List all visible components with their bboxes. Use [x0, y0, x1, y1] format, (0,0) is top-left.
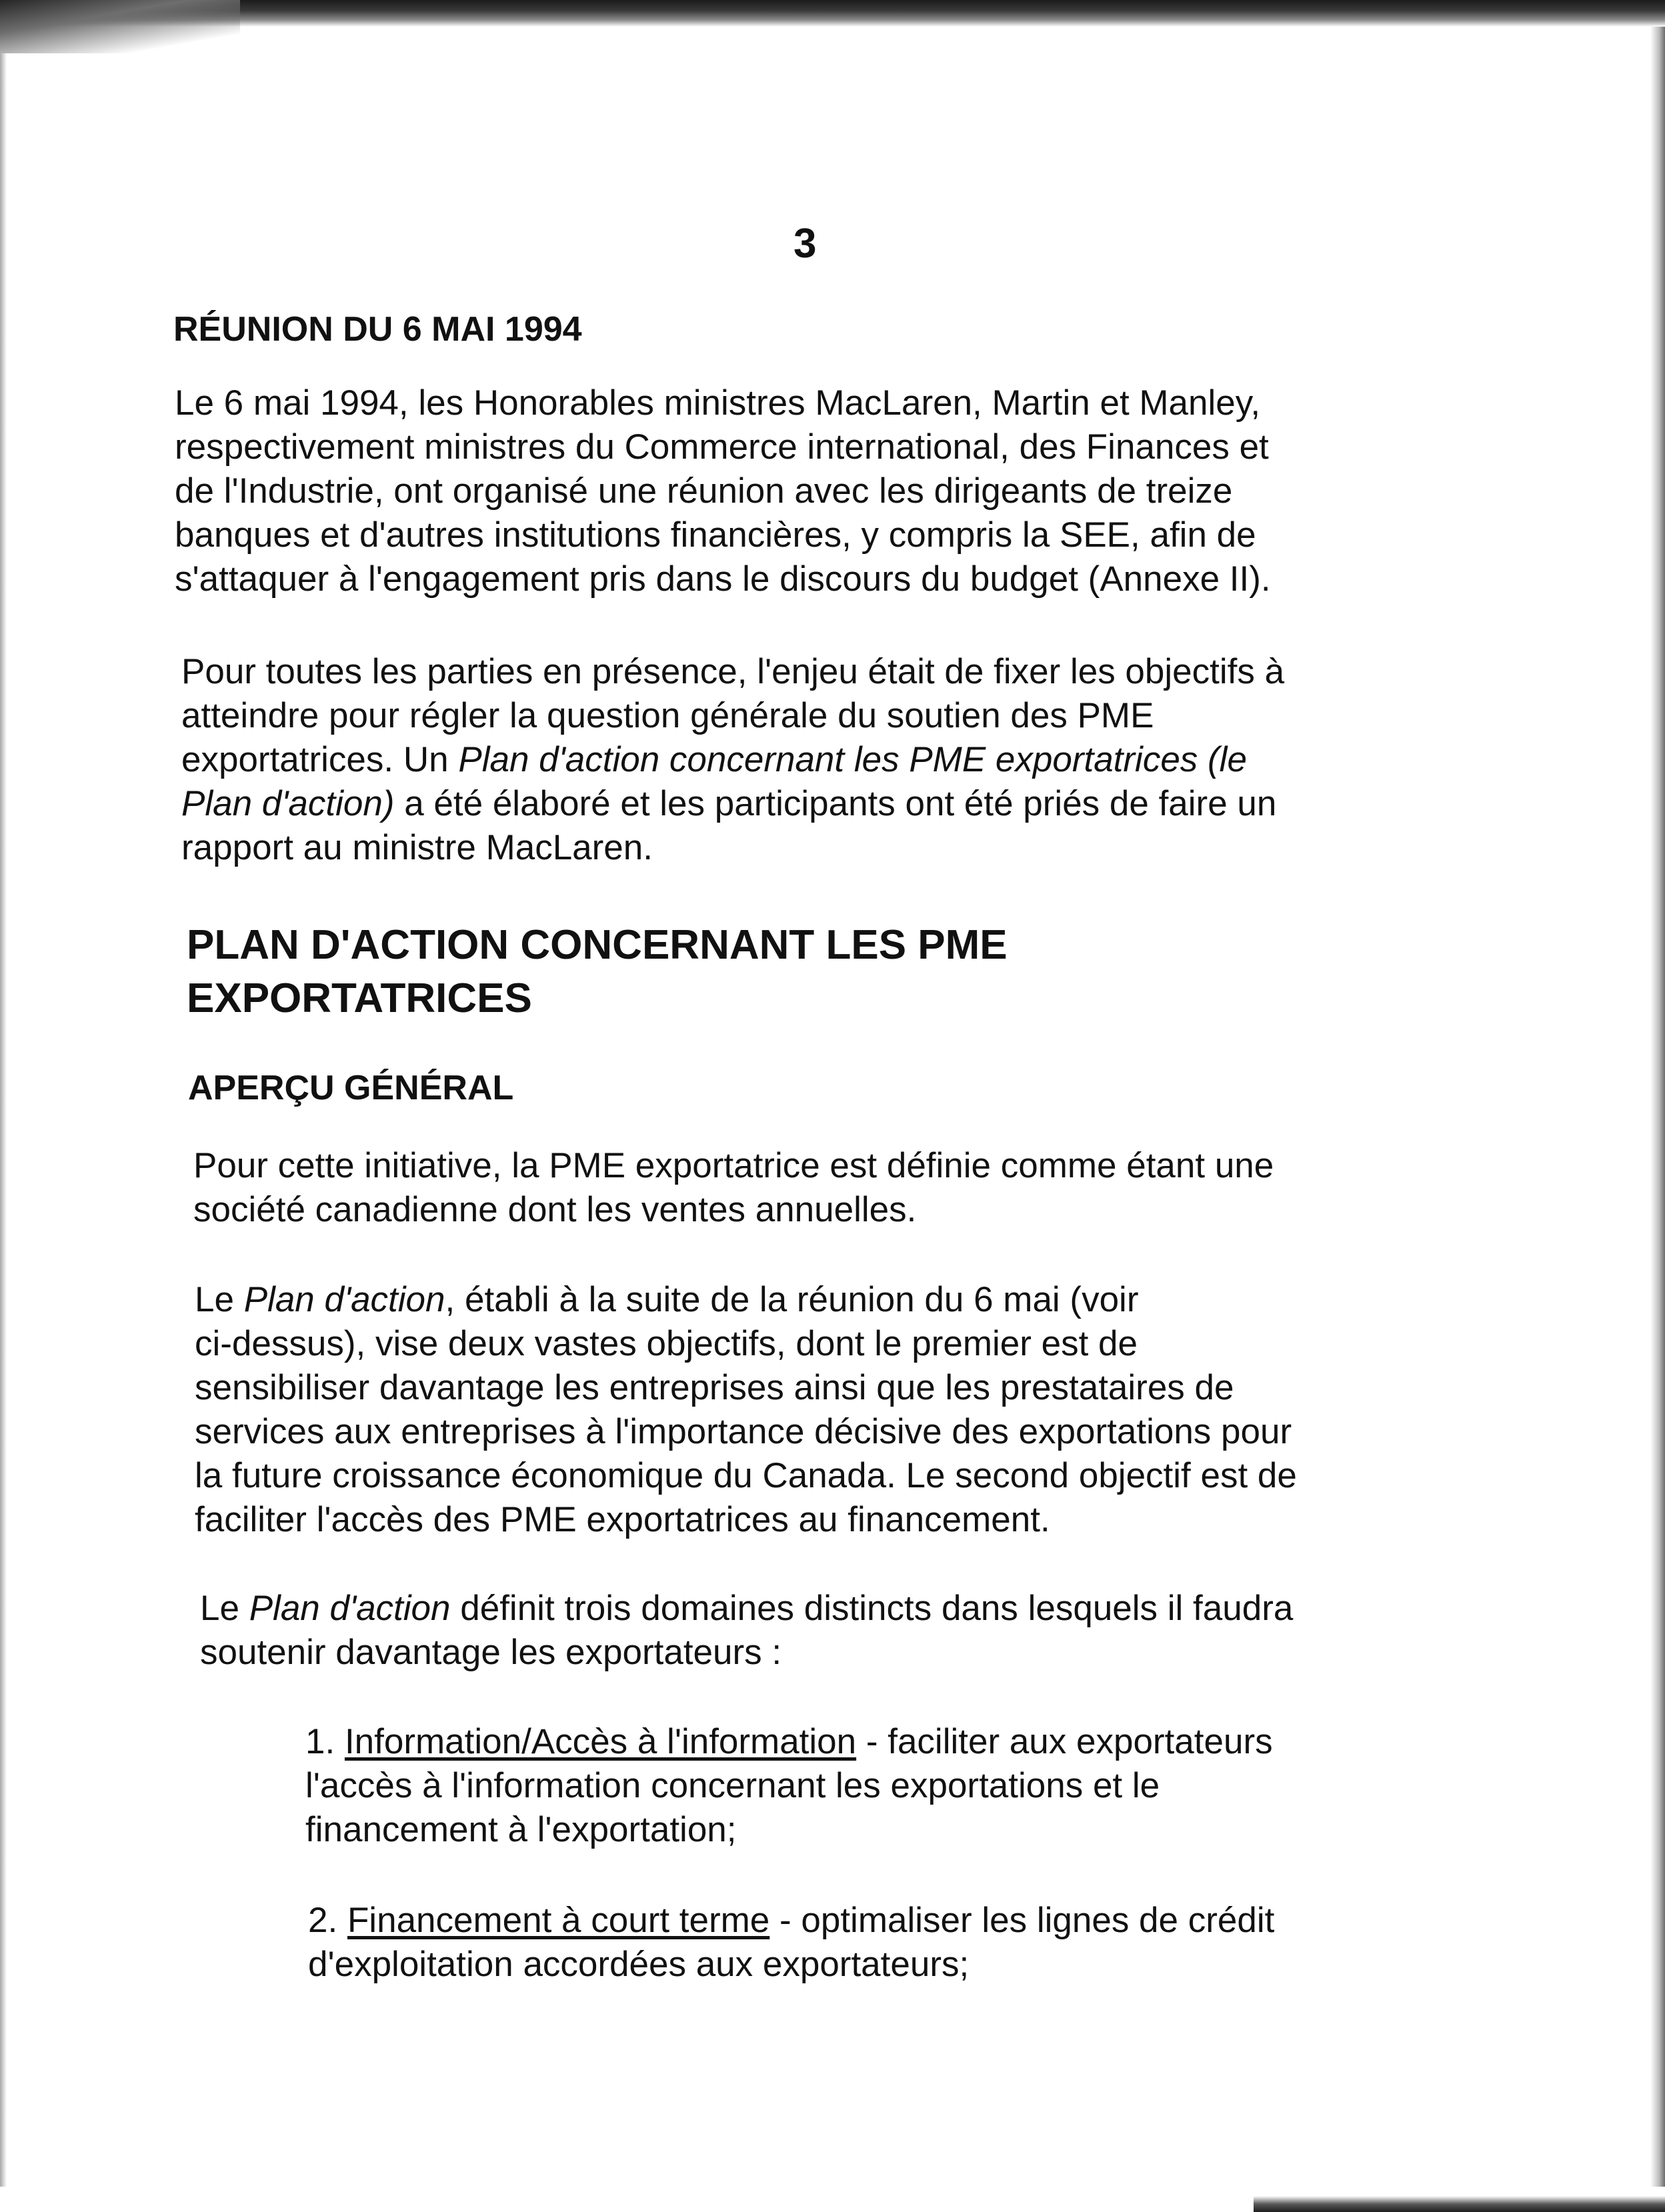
text-line: s'attaquer à l'engagement pris dans le discours du budget (Annexe II). — [175, 559, 1271, 599]
item-title: Financement à court terme — [347, 1901, 770, 1940]
text-line — [308, 1899, 1468, 1943]
plan-title-italic: Plan d'action — [249, 1589, 451, 1628]
page-number: 3 — [793, 221, 817, 267]
text-segment: définit trois domaines distincts dans lesquels il faudra — [450, 1589, 1294, 1628]
text-line — [195, 1278, 1502, 1322]
meeting-paragraph — [175, 381, 1508, 601]
text-segment: Le — [200, 1589, 249, 1628]
text-line: sensibiliser davantage les entreprises ainsi que les prestataires de — [195, 1368, 1234, 1407]
plan-heading — [187, 919, 1454, 1025]
scan-edge-bottom — [1254, 2196, 1665, 2212]
scan-corner-top-left — [0, 0, 240, 53]
text-line: l'accès à l'information concernant les exportations et le — [305, 1766, 1160, 1805]
text-line: Pour cette initiative, la PME exportatrice est définie comme étant une — [193, 1146, 1274, 1185]
list-item — [305, 1720, 1466, 1852]
text-line — [181, 738, 1515, 782]
text-line: ci-dessus), vise deux vastes objectifs, dont le premier est de — [195, 1324, 1138, 1363]
text-line — [181, 782, 1515, 826]
list-item — [308, 1899, 1468, 1987]
plan-title-italic: Plan d'action — [243, 1280, 445, 1319]
domains-paragraph — [200, 1587, 1507, 1675]
text-line: Pour toutes les parties en présence, l'enjeu était de fixer les objectifs à — [181, 652, 1285, 691]
plan-title-italic: Plan d'action concernant les PME exportatrices (le — [458, 740, 1247, 779]
text-segment: Le — [195, 1280, 244, 1319]
meeting-heading: RÉUNION DU 6 MAI 1994 — [173, 310, 582, 349]
text-line: rapport au ministre MacLaren. — [181, 828, 653, 867]
item-title: Information/Accès à l'information — [344, 1722, 857, 1761]
text-line: atteindre pour régler la question générale du soutien des PME — [181, 696, 1154, 735]
scan-edge-top — [0, 0, 1665, 27]
text-segment: , établi à la suite de la réunion du 6 mai (voir — [445, 1280, 1139, 1319]
objectives-paragraph — [181, 650, 1515, 870]
overview-heading: APERÇU GÉNÉRAL — [188, 1069, 514, 1107]
text-line: respectivement ministres du Commerce international, des Finances et — [175, 427, 1269, 467]
plan-title-italic: Plan d'action) — [181, 784, 395, 823]
text-line: financement à l'exportation; — [305, 1810, 737, 1849]
text-segment: - optimaliser les lignes de crédit — [769, 1901, 1275, 1940]
text-line — [200, 1587, 1507, 1631]
scan-edge-left — [0, 53, 7, 2187]
text-line: services aux entreprises à l'importance décisive des exportations pour — [195, 1412, 1292, 1451]
text-line: la future croissance économique du Canada. Le second objectif est de — [195, 1456, 1297, 1495]
item-number: 2. — [308, 1901, 347, 1940]
text-segment: exportatrices. Un — [181, 740, 459, 779]
text-segment: a été élaboré et les participants ont été priés de faire un — [394, 784, 1277, 823]
text-line: société canadienne dont les ventes annuelles. — [193, 1190, 917, 1229]
item-number: 1. — [305, 1722, 345, 1761]
text-line: d'exploitation accordées aux exportateurs; — [308, 1945, 970, 1984]
text-line: banques et d'autres institutions financières, y compris la SEE, afin de — [175, 515, 1256, 555]
heading-line: EXPORTATRICES — [187, 975, 532, 1021]
text-line: de l'Industrie, ont organisé une réunion avec les dirigeants de treize — [175, 471, 1233, 511]
text-segment: - faciliter aux exportateurs — [856, 1722, 1273, 1761]
scan-edge-right — [1650, 27, 1665, 2187]
text-line: Le 6 mai 1994, les Honorables ministres MacLaren, Martin et Manley, — [175, 383, 1261, 423]
text-line: soutenir davantage les exportateurs : — [200, 1633, 782, 1672]
definition-paragraph — [193, 1144, 1514, 1232]
goals-paragraph — [195, 1278, 1502, 1542]
text-line: faciliter l'accès des PME exportatrices au financement. — [195, 1500, 1050, 1539]
heading-line: PLAN D'ACTION CONCERNANT LES PME — [187, 922, 1008, 968]
text-line — [305, 1720, 1466, 1764]
